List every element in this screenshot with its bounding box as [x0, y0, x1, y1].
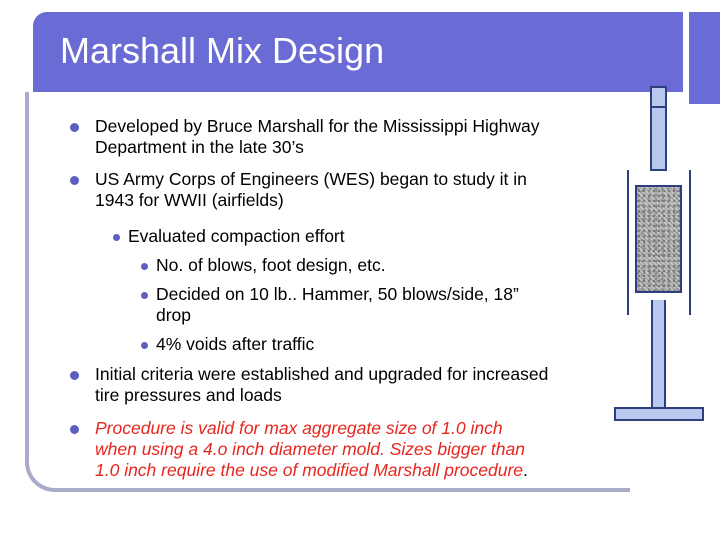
- highlight-bullet-last-line: [95, 460, 528, 481]
- content-frame-bottom-edge: [570, 488, 630, 492]
- asphalt-specimen: [635, 185, 682, 293]
- sub-sub-bullet-dot-icon: [141, 292, 148, 299]
- sub-sub-bullet-dot-icon: [141, 263, 148, 270]
- sub-sub-bullet-line: 4% voids after traffic: [156, 334, 315, 354]
- highlight-bullet-period: .: [523, 460, 528, 480]
- sub-sub-bullet-dot-icon: [141, 342, 148, 349]
- bullet-dot-icon: [70, 176, 79, 185]
- bullet-line: Department in the late 30’s: [95, 137, 304, 157]
- slide-title: Marshall Mix Design: [60, 30, 385, 71]
- highlight-bullet-line: when using a 4.o inch diameter mold. Sizes bigger than: [95, 439, 525, 459]
- highlight-bullet-line: 1.0 inch require the use of modified Marshall procedure: [95, 460, 524, 480]
- mold-wall-left: [627, 170, 629, 315]
- highlight-bullet-line: Procedure is valid for max aggregate size of 1.0 inch: [95, 418, 503, 438]
- bullet-dot-icon: [70, 425, 79, 434]
- bullet-dot-icon: [70, 371, 79, 380]
- bullet-line: Developed by Bruce Marshall for the Mississippi Highway: [95, 116, 540, 136]
- bullet-line: tire pressures and loads: [95, 385, 282, 405]
- sub-sub-bullet-line: Decided on 10 lb.. Hammer, 50 blows/side, 18”: [156, 284, 519, 304]
- hammer-foot: [614, 407, 704, 421]
- bullet-line: 1943 for WWII (airfields): [95, 190, 284, 210]
- hammer-handle-cap: [651, 86, 666, 108]
- bullet-line: Initial criteria were established and upgraded for increased: [95, 364, 549, 384]
- hammer-shaft: [651, 300, 666, 408]
- mold-wall-right: [689, 170, 691, 315]
- bullet-line: US Army Corps of Engineers (WES) began to study it in: [95, 169, 527, 189]
- specimen-texture: [637, 187, 680, 291]
- sub-bullet-dot-icon: [113, 234, 120, 241]
- sub-sub-bullet-line: drop: [156, 305, 192, 325]
- sub-bullet-line: Evaluated compaction effort: [128, 226, 345, 246]
- sub-sub-bullet-line: No. of blows, foot design, etc.: [156, 255, 386, 275]
- bullet-dot-icon: [70, 123, 79, 132]
